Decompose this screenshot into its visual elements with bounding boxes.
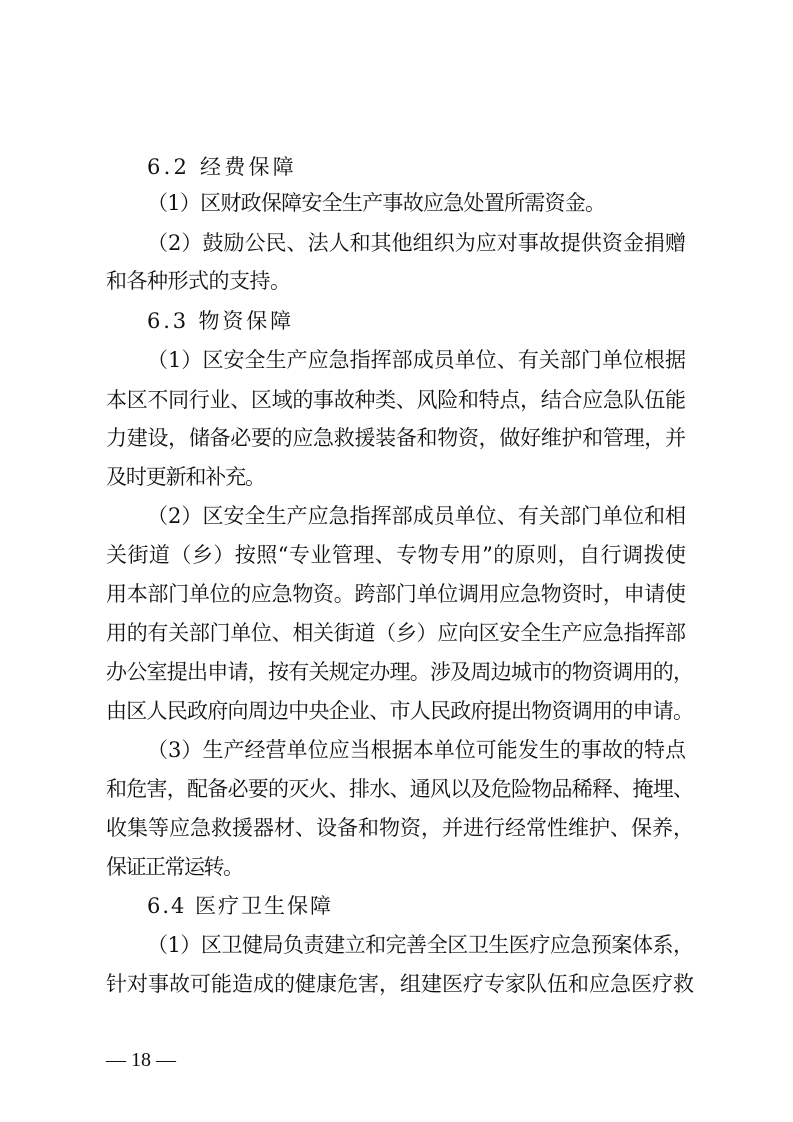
text-line-content: 收集等应急救援器材、设备和物资，并进行经常性维护、保养， bbox=[106, 816, 694, 840]
text-line-6-2-item-1 bbox=[0, 181, 793, 225]
text-line-6-3-item-3-c bbox=[0, 806, 793, 850]
text-line-content: （3）生产经营单位应当根据本单位可能发生的事故的特点 bbox=[147, 738, 687, 762]
text-line-6-3-item-2-a bbox=[0, 494, 793, 538]
text-line-6-3-item-2-c bbox=[0, 572, 793, 616]
text-line-content: 6.4 医疗卫生保障 bbox=[147, 894, 333, 918]
text-line-content: 关街道（乡）按照“专业管理、专物专用”的原则，自行调拨使 bbox=[106, 543, 687, 567]
text-line-6-3-item-2-f bbox=[0, 689, 793, 733]
text-line-content: （2）区安全生产应急指挥部成员单位、有关部门单位和相 bbox=[147, 504, 687, 528]
text-line-content: 用的有关部门单位、相关街道（乡）应向区安全生产应急指挥部 bbox=[106, 621, 686, 645]
text-line-6-3-item-1-c bbox=[0, 416, 793, 460]
text-line-content: 及时更新和补充。 bbox=[106, 465, 265, 489]
text-line-content: 6.2 经费保障 bbox=[147, 155, 297, 179]
text-line-6-4-heading bbox=[0, 884, 793, 928]
text-line-6-3-item-1-d bbox=[0, 455, 793, 499]
text-line-content: 保证正常运转。 bbox=[106, 855, 243, 879]
text-line-content: 由区人民政府向周边中央企业、市人民政府提出物资调用的申请。 bbox=[106, 699, 694, 723]
text-line-content: （1）区安全生产应急指挥部成员单位、有关部门单位根据 bbox=[147, 348, 687, 372]
text-line-content: （1）区卫健局负责建立和完善全区卫生医疗应急预案体系， bbox=[147, 933, 694, 957]
text-line-6-3-item-2-d bbox=[0, 611, 793, 655]
text-line-content: 6.3 物资保障 bbox=[147, 309, 294, 333]
text-line-6-3-item-3-a bbox=[0, 728, 793, 772]
text-line-6-3-item-3-d bbox=[0, 845, 793, 889]
text-line-6-3-item-2-b bbox=[0, 533, 793, 577]
text-line-content: 针对事故可能造成的健康危害，组建医疗专家队伍和应急医疗救 bbox=[106, 972, 694, 996]
text-line-content: （2）鼓励公民、法人和其他组织为应对事故提供资金捐赠 bbox=[147, 231, 687, 255]
text-line-content: 用本部门单位的应急物资。跨部门单位调用应急物资时，申请使 bbox=[106, 582, 686, 606]
text-line-content: 和危害，配备必要的灭火、排水、通风以及危险物品稀释、掩埋、 bbox=[106, 777, 694, 801]
text-line-content: 和各种形式的支持。 bbox=[106, 269, 291, 293]
text-line-content: 本区不同行业、区域的事故种类、风险和特点，结合应急队伍能 bbox=[106, 388, 686, 412]
text-line-content: （1）区财政保障安全生产事故应急处置所需资金。 bbox=[147, 191, 606, 215]
text-line-6-4-item-1-b bbox=[0, 962, 793, 1006]
text-line-content: 力建设，储备必要的应急救援装备和物资，做好维护和管理，并 bbox=[106, 426, 686, 450]
text-line-6-3-item-3-b bbox=[0, 767, 793, 811]
text-line-6-3-heading bbox=[0, 299, 793, 343]
text-line-6-3-item-1-a bbox=[0, 338, 793, 382]
text-line-6-3-item-2-e bbox=[0, 650, 793, 694]
text-line-6-2-item-2-b bbox=[0, 259, 793, 303]
text-line-6-4-item-1-a bbox=[0, 923, 793, 967]
text-line-content: 办公室提出申请，按有关规定办理。涉及周边城市的物资调用的， bbox=[106, 660, 694, 684]
page-number: — 18 — bbox=[106, 1049, 176, 1071]
